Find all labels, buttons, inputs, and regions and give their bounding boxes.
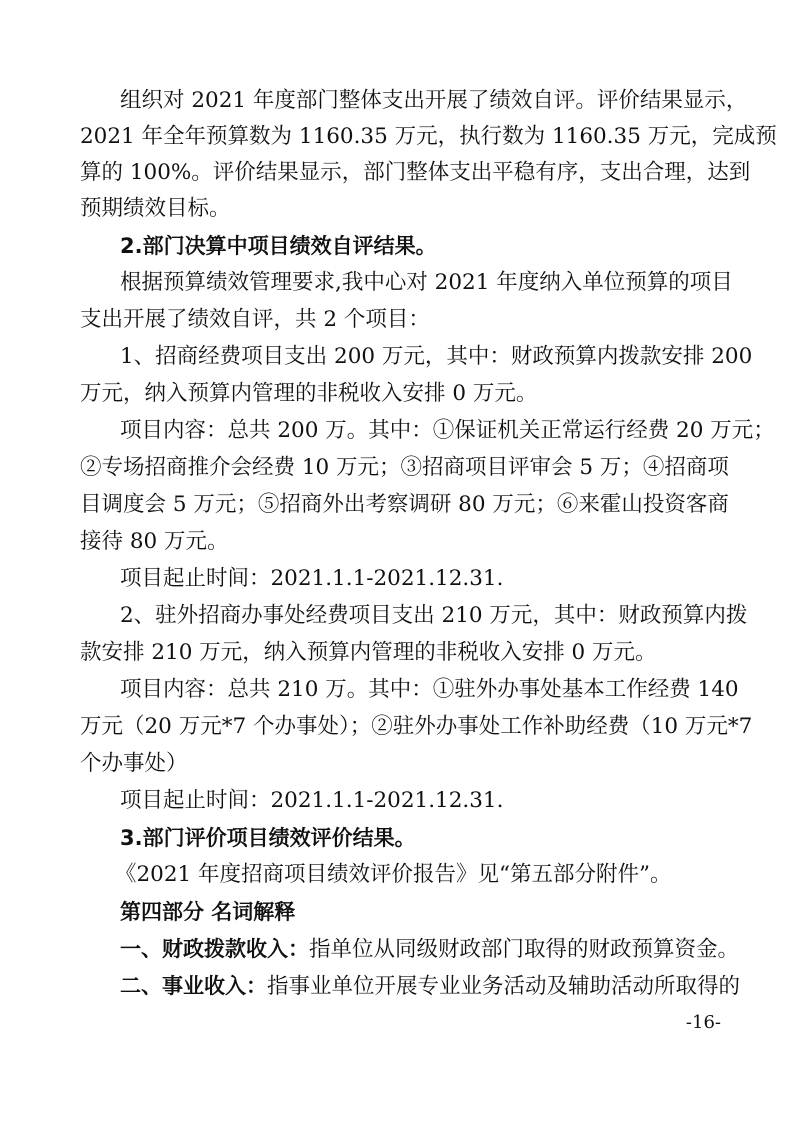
paragraph-line: 2021 年全年预算数为 1160.35 万元，执行数为 1160.35 万元，完成预 xyxy=(80,124,777,149)
page-number: -16- xyxy=(685,1012,721,1033)
paragraph-line: 万元（20 万元*7 个办事处）；②驻外办事处工作补助经费（10 万元*7 xyxy=(80,714,753,739)
paragraph-line: 组织对 2021 年度部门整体支出开展了绩效自评。评价结果显示， xyxy=(120,88,748,113)
paragraph-line: 款安排 210 万元，纳入预算内管理的非税收入安排 0 万元。 xyxy=(80,640,657,665)
paragraph-line: 项目起止时间：2021.1.1-2021.12.31. xyxy=(120,788,504,813)
definition-line xyxy=(120,971,741,1002)
paragraph-line: 万元，纳入预算内管理的非税收入安排 0 万元。 xyxy=(80,381,538,406)
paragraph-line: ②专场招商推介会经费 10 万元；③招商项目评审会 5 万；④招商项 xyxy=(80,455,729,480)
paragraph-line: 项目内容：总共 200 万。其中：①保证机关正常运行经费 20 万元； xyxy=(120,418,775,443)
paragraph-line: 1、招商经费项目支出 200 万元，其中：财政预算内拨款安排 200 xyxy=(120,344,753,369)
paragraph-line: 根据预算绩效管理要求,我中心对 2021 年度纳入单位预算的项目 xyxy=(120,270,733,295)
paragraph-line: 项目起止时间：2021.1.1-2021.12.31. xyxy=(120,566,504,591)
paragraph-line: 接待 80 万元。 xyxy=(80,529,229,554)
paragraph-line: 项目内容：总共 210 万。其中：①驻外办事处基本工作经费 140 xyxy=(120,677,739,702)
paragraph-line: 2、驻外招商办事处经费项目支出 210 万元，其中：财政预算内拨 xyxy=(120,603,748,628)
definition-text: 指单位从同级财政部门取得的财政预算资金。 xyxy=(309,937,740,962)
paragraph-line: 目调度会 5 万元；⑤招商外出考察调研 80 万元；⑥来霍山投资客商 xyxy=(80,492,729,517)
definition-line xyxy=(120,934,740,965)
definition-term: 二、事业收入： xyxy=(120,974,267,998)
part-heading: 第四部分 名词解释 xyxy=(120,900,296,924)
section-heading: 3.部门评价项目绩效评价结果。 xyxy=(120,826,416,850)
paragraph-line: 算的 100%。评价结果显示，部门整体支出平稳有序，支出合理，达到 xyxy=(80,160,751,185)
paragraph-line: 个办事处） xyxy=(80,751,188,776)
definition-term: 一、财政拨款收入： xyxy=(120,937,309,961)
definition-text: 指事业单位开展专业业务活动及辅助活动所取得的 xyxy=(267,974,741,999)
paragraph-line: 《2021 年度招商项目绩效评价报告》见“第五部分附件”。 xyxy=(115,862,672,887)
section-heading: 2.部门决算中项目绩效自评结果。 xyxy=(120,234,437,258)
paragraph-line: 预期绩效目标。 xyxy=(80,196,231,221)
paragraph-line: 支出开展了绩效自评，共 2 个项目： xyxy=(80,307,430,332)
